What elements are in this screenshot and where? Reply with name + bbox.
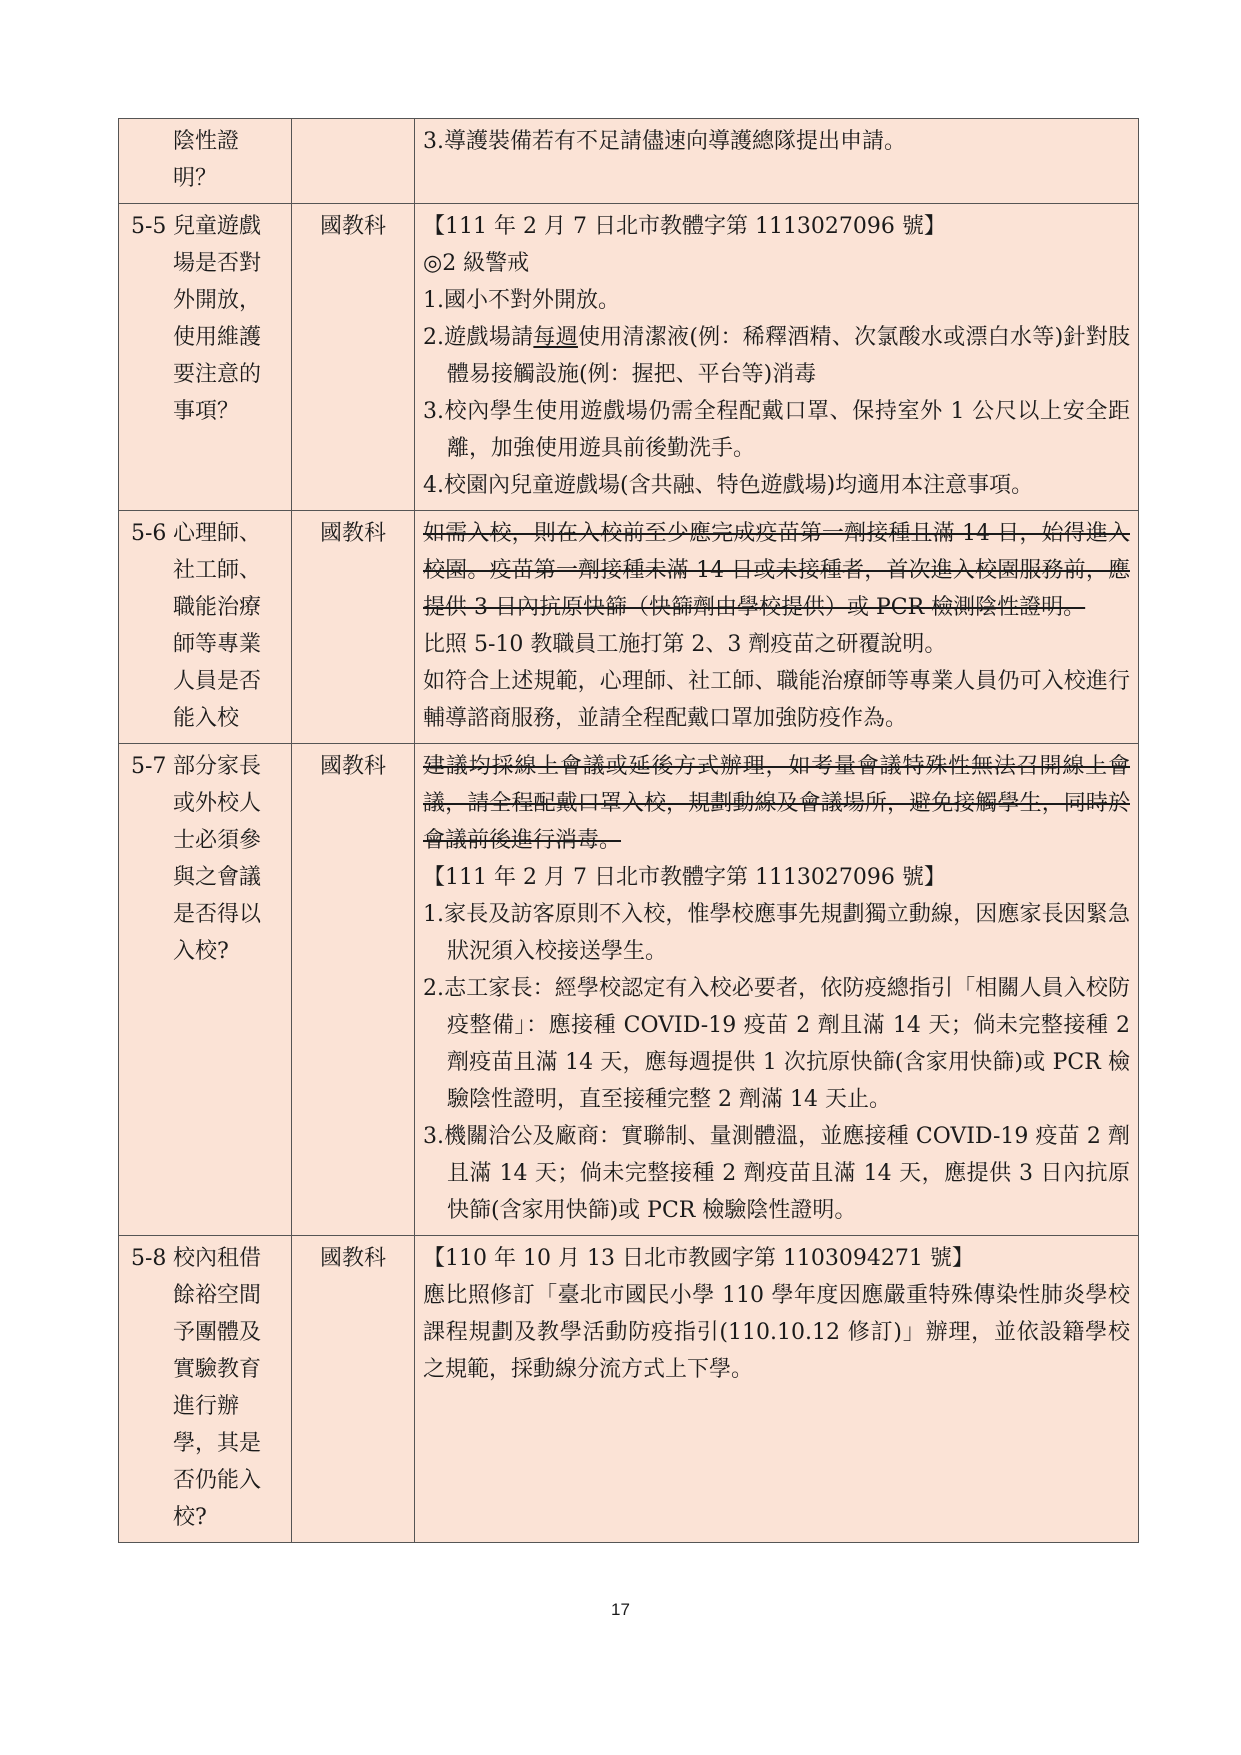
question-number: 5-8 [131,1246,167,1271]
question-line: 實驗教育 [173,1357,262,1382]
question-cell [119,744,292,1236]
question-line: 或外校人 [173,791,262,816]
answer-paragraph: 【111 年 2 月 7 日北市教體字第 1113027096 號】 [423,214,946,239]
answer-paragraph: 如符合上述規範，心理師、社工師、職能治療師等專業人員仍可入校進行輔導諮商服務，並請全程配戴口罩加強防疫作為。 [423,669,1130,731]
unit-cell: 國教科 [292,204,415,511]
question-line: 5-7 部分家長 [131,748,283,785]
unit-cell: 國教科 [292,511,415,744]
answer-list-item: 2.志工家長：經學校認定有入校必要者，依防疫總指引「相關人員入校防疫整備」：應接種 COVID-19 疫苗 2 劑且滿 14 天；倘未完整接種 2 劑疫苗且滿 14 天，應每週提供 1 次抗原快篩(含家用快篩)或 PCR 檢驗陰性證明，直至接種完整 2 劑滿 14 天止。 [423,976,1130,1112]
question-line: 外開放， [173,288,262,313]
table-row [119,511,1139,744]
question-line: 人員是否 [173,669,262,694]
question-line: 5-5 兒童遊戲 [131,208,283,245]
answer-list-item: 1.國小不對外開放。 [423,288,620,313]
question-text [131,748,283,970]
question-cell [119,204,292,511]
answer-cell [415,119,1139,204]
question-line: 5-6 心理師、 [131,515,283,552]
answer-paragraph: 【110 年 10 月 13 日北市教國字第 1103094271 號】 [423,1246,974,1271]
table-row [119,744,1139,1236]
question-line: 與之會議 [173,865,262,890]
answer-list-item: 2.遊戲場請每週使用清潔液(例：稀釋酒精、次氯酸水或漂白水等)針對肢體易接觸設施(例：握把、平台等)消毒 [423,325,1130,387]
answer-cell [415,204,1139,511]
question-line: 進行辦 [173,1394,240,1419]
question-line: 5-8 校內租借 [131,1240,283,1277]
question-text [131,208,283,430]
question-line: 能入校 [173,706,240,731]
table-row [119,1236,1139,1543]
question-line: 校? [173,1505,207,1530]
answer-paragraph: 應比照修訂「臺北市國民小學 110 學年度因應嚴重特殊傳染性肺炎學校課程規劃及教學活動防疫指引(110.10.12 修訂)」辦理，並依設籍學校之規範，採動線分流方式上下學。 [423,1283,1130,1382]
question-text [131,515,283,737]
question-line: 否仍能入 [173,1468,262,1493]
deleted-paragraph: 如需入校，則在入校前至少應完成疫苗第一劑接種且滿 14 日，始得進入校園。疫苗第一劑接種未滿 14 日或未接種者，首次進入校園服務前，應提供 3 日內抗原快篩（快篩劑由學校提供）或 PCR 檢測陰性證明。 [423,521,1130,620]
question-number: 5-7 [131,754,167,779]
faq-table-body [119,119,1139,1543]
question-line: 入校? [173,939,229,964]
table-row [119,119,1139,204]
deleted-paragraph: 建議均採線上會議或延後方式辦理，如考量會議特殊性無法召開線上會議，請全程配戴口罩入校，規劃動線及會議場所，避免接觸學生，同時於會議前後進行消毒。 [423,754,1130,853]
table-row [119,204,1139,511]
question-line: 事項？ [173,399,240,424]
answer-list-item: 3.導護裝備若有不足請儘速向導護總隊提出申請。 [423,129,906,154]
answer-cell [415,511,1139,744]
question-line: 社工師、 [173,558,262,583]
question-line: 師等專業 [173,632,262,657]
question-cell [119,1236,292,1543]
question-number: 5-5 [131,214,167,239]
question-line: 場是否對 [173,251,262,276]
question-text [131,123,283,197]
answer-cell [415,1236,1139,1543]
unit-cell: 國教科 [292,1236,415,1543]
question-cell [119,119,292,204]
question-cell [119,511,292,744]
question-line: 陰性證 [173,129,240,154]
answer-list-item: 3.機關洽公及廠商：實聯制、量測體溫，並應接種 COVID-19 疫苗 2 劑且滿 14 天；倘未完整接種 2 劑疫苗且滿 14 天，應提供 3 日內抗原快篩(含家用快篩)或 PCR 檢驗陰性證明。 [423,1124,1130,1223]
faq-table [118,118,1139,1543]
question-line: 職能治療 [173,595,262,620]
unit-cell: 國教科 [292,744,415,1236]
page-number: 17 [611,1600,630,1619]
underlined-text: 每週 [533,325,578,350]
question-line: 學，其是 [173,1431,262,1456]
answer-list-item: 1.家長及訪客原則不入校，惟學校應事先規劃獨立動線，因應家長因緊急狀況須入校接送學生。 [423,902,1130,964]
answer-list-item: 3.校內學生使用遊戲場仍需全程配戴口罩、保持室外 1 公尺以上安全距離，加強使用遊具前後勤洗手。 [423,399,1130,461]
unit-cell [292,119,415,204]
question-line: 予團體及 [173,1320,262,1345]
answer-cell [415,744,1139,1236]
question-line: 要注意的 [173,362,262,387]
question-line: 明？ [173,166,218,191]
answer-paragraph: 比照 5-10 教職員工施打第 2、3 劑疫苗之研覆說明。 [423,632,947,657]
answer-paragraph: 【111 年 2 月 7 日北市教體字第 1113027096 號】 [423,865,946,890]
answer-list-item: 4.校園內兒童遊戲場(含共融、特色遊戲場)均適用本注意事項。 [423,473,1034,498]
question-line: 是否得以 [173,902,262,927]
question-number: 5-6 [131,521,167,546]
question-line: 使用維護 [173,325,262,350]
answer-paragraph: ◎2 級警戒 [423,251,530,276]
question-text [131,1240,283,1536]
question-line: 士必須參 [173,828,262,853]
question-line: 餘裕空間 [173,1283,262,1308]
